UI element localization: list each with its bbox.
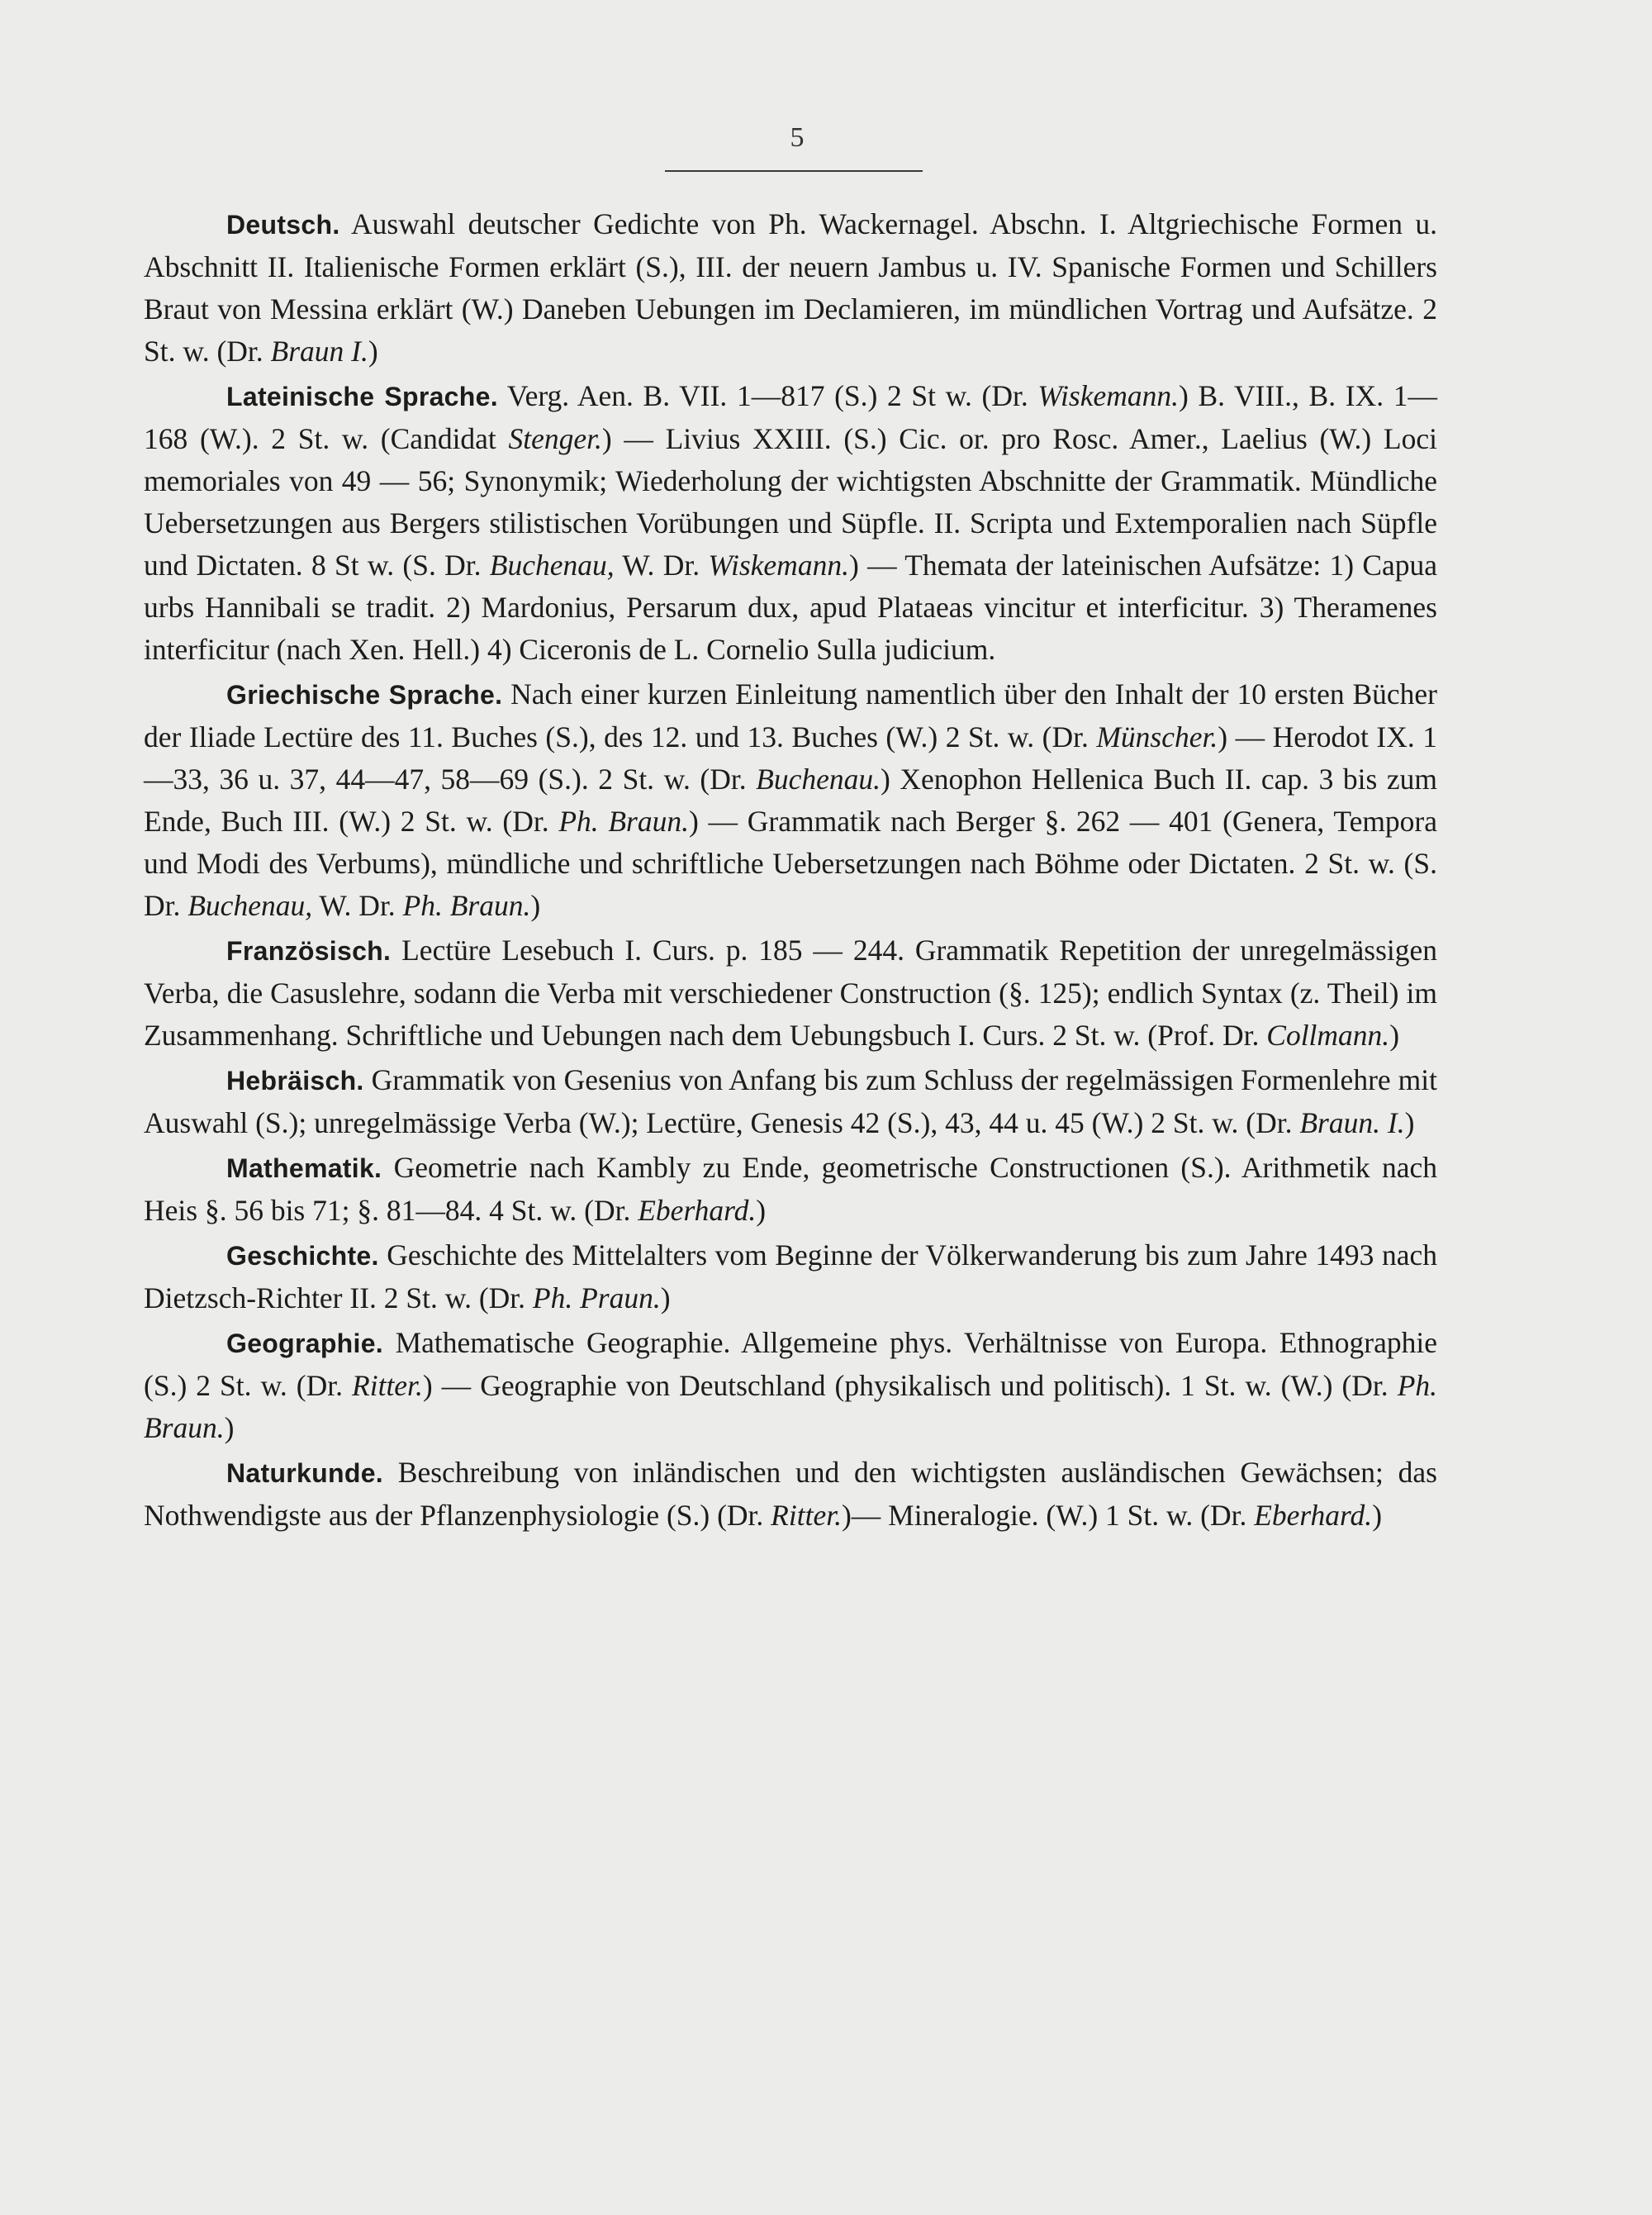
section-mathematik bbox=[144, 1147, 1437, 1232]
section-text: W. Dr. bbox=[622, 549, 700, 582]
section-text: Nach einer kurzen Einleitung namentlich über den Inhalt der 10 ersten Bücher der Iliade Lectüre des 11. Buches (S.), des 12. und 13. Buches (W.) 2 St. w. (Dr. bbox=[144, 677, 1438, 753]
page-body bbox=[144, 203, 1437, 1539]
section-heading: Mathematik. bbox=[226, 1153, 382, 1183]
teacher-name: Buchenau, bbox=[489, 549, 615, 582]
section-text: ) Xenophon Hellenica Buch II. cap. 3 bis zum Ende, Buch III. (W.) 2 St. w. (Dr. bbox=[144, 763, 1438, 838]
teacher-name: Ph. Praun. bbox=[532, 1281, 661, 1314]
section-text: ) bbox=[660, 1281, 671, 1314]
section-heading: Naturkunde. bbox=[226, 1458, 383, 1488]
section-hebraeisch bbox=[144, 1059, 1437, 1144]
section-latein bbox=[144, 375, 1437, 671]
section-text: ) bbox=[368, 335, 378, 368]
section-text: ) — Livius XXIII. (S.) Cic. or. pro Rosc. Amer., Laelius (W.) Loci memoriales von 49 — 56; Synonymik; Wiederholung der wichtigsten Abschnitte der Grammatik. Mündliche Uebersetzungen aus Bergers stilistischen Vorübungen und Süpfle. II. Scripta und Extemporalien nach Süpfle und Dictaten. 8 St w. (S. Dr. bbox=[144, 422, 1437, 582]
section-heading: Französisch. bbox=[226, 936, 392, 966]
teacher-name: Münscher. bbox=[1096, 720, 1218, 753]
teacher-name: Wiskemann. bbox=[1037, 379, 1179, 412]
section-deutsch bbox=[144, 203, 1437, 373]
teacher-name: Stenger. bbox=[508, 422, 602, 455]
teacher-name: Wiskemann. bbox=[708, 549, 849, 582]
section-text: ) bbox=[530, 889, 541, 922]
section-text: Beschreibung von inländischen und den wichtigsten ausländischen Gewächsen; das Nothwendigste aus der Pflanzenphysiologie (S.) (Dr. bbox=[144, 1456, 1437, 1532]
section-text: Geometrie nach Kambly zu Ende, geometrische Constructionen (S.). Arithmetik nach Heis §. 56 bis 71; §. 81—84. 4 St. w. (Dr. bbox=[144, 1151, 1437, 1227]
section-text: ) bbox=[756, 1194, 767, 1227]
section-heading: Hebräisch. bbox=[226, 1066, 364, 1096]
section-text: Verg. Aen. B. VII. 1—817 (S.) 2 St w. (Dr. bbox=[506, 379, 1028, 412]
teacher-name: Braun. I. bbox=[1299, 1106, 1405, 1139]
teacher-name: Buchenau, bbox=[188, 889, 313, 922]
section-griechisch bbox=[144, 673, 1437, 927]
section-heading: Deutsch. bbox=[226, 210, 340, 240]
section-naturkunde bbox=[144, 1452, 1437, 1537]
teacher-name: Ph. Braun. bbox=[558, 805, 689, 838]
section-heading: Geographie. bbox=[226, 1329, 384, 1358]
section-text: ) — Themata der lateinischen Aufsätze: 1) Capua urbs Hannibali se tradit. 2) Mardonius, Persarum dux, apud Plataeas vincitur et interficitur. 3) Theramenes interficitur (nach Xen. Hell.) 4) Ciceronis de L. Cornelio Sulla judicium. bbox=[144, 549, 1438, 666]
section-text: ) — Geographie von Deutschland (physikalisch und politisch). 1 St. w. (W.) (Dr. bbox=[422, 1369, 1389, 1402]
section-geographie bbox=[144, 1322, 1437, 1449]
section-heading: Geschichte. bbox=[226, 1241, 379, 1271]
teacher-name: Ritter. bbox=[352, 1369, 423, 1402]
section-heading: Lateinische Sprache. bbox=[226, 382, 498, 411]
teacher-name: Eberhard. bbox=[638, 1194, 757, 1227]
teacher-name: Ph. Braun. bbox=[402, 889, 531, 922]
section-text: Geschichte des Mittelalters vom Beginne der Völkerwanderung bis zum Jahre 1493 nach Dietzsch-Richter II. 2 St. w. (Dr. bbox=[144, 1238, 1437, 1314]
section-heading: Griechische Sprache. bbox=[226, 680, 503, 710]
teacher-name: Braun I. bbox=[270, 335, 368, 368]
section-text: )— Mineralogie. (W.) 1 St. w. (Dr. bbox=[841, 1499, 1247, 1532]
section-text: Lectüre Lesebuch I. Curs. p. 185 — 244. Grammatik Repetition der unregelmässigen Verba, die Casuslehre, sodann die Verba mit verschiedener Construction (§. 125); endlich Syntax (z. Theil) im Zusammenhang. Schriftliche und Uebungen nach dem Uebungsbuch I. Curs. 2 St. w. (Prof. Dr. bbox=[144, 934, 1438, 1052]
section-text: ) bbox=[1389, 1019, 1400, 1052]
section-text: W. Dr. bbox=[319, 889, 396, 922]
section-text: Auswahl deutscher Gedichte von Ph. Wackernagel. Abschn. I. Altgriechische Formen u. Abschnitt II. Italienische Formen erklärt (S.), III. der neuern Jambus u. IV. Spanische Formen und Schillers Braut von Messina erklärt (W.) Daneben Uebungen im Declamieren, im mündlichen Vortrag und Aufsätze. 2 St. w. (Dr. bbox=[144, 207, 1437, 368]
section-text: ) bbox=[224, 1411, 235, 1444]
section-text: ) — Herodot IX. 1—33, 36 u. 37, 44—47, 58—69 (S.). 2 St. w. (Dr. bbox=[144, 720, 1438, 796]
section-franzoesisch bbox=[144, 929, 1437, 1057]
teacher-name: Buchenau. bbox=[756, 763, 881, 796]
section-text: ) — Grammatik nach Berger §. 262 — 401 (Genera, Tempora und Modi des Verbums), mündliche und schriftliche Uebersetzungen nach Böhme oder Dictaten. 2 St. w. (S. Dr. bbox=[144, 805, 1438, 922]
teacher-name: Collmann. bbox=[1266, 1019, 1390, 1052]
section-text: ) B. VIII., B. IX. 1—168 (W.). 2 St. w. (Candidat bbox=[144, 379, 1437, 455]
header-rule bbox=[665, 170, 923, 172]
section-text: ) bbox=[1372, 1499, 1383, 1532]
section-text: Grammatik von Gesenius von Anfang bis zum Schluss der regelmässigen Formenlehre mit Auswahl (S.); unregelmässige Verba (W.); Lectüre, Genesis 42 (S.), 43, 44 u. 45 (W.) 2 St. w. (Dr. bbox=[144, 1063, 1438, 1139]
section-geschichte bbox=[144, 1234, 1437, 1319]
teacher-name: Eberhard. bbox=[1254, 1499, 1373, 1532]
teacher-name: Ritter. bbox=[771, 1499, 842, 1532]
page-number: 5 bbox=[790, 122, 805, 153]
section-text: Mathematische Geographie. Allgemeine phys. Verhältnisse von Europa. Ethnographie (S.) 2 St. w. (Dr. bbox=[144, 1326, 1438, 1402]
teacher-name: Ph. Braun. bbox=[144, 1369, 1438, 1444]
section-text: ) bbox=[1404, 1106, 1415, 1139]
